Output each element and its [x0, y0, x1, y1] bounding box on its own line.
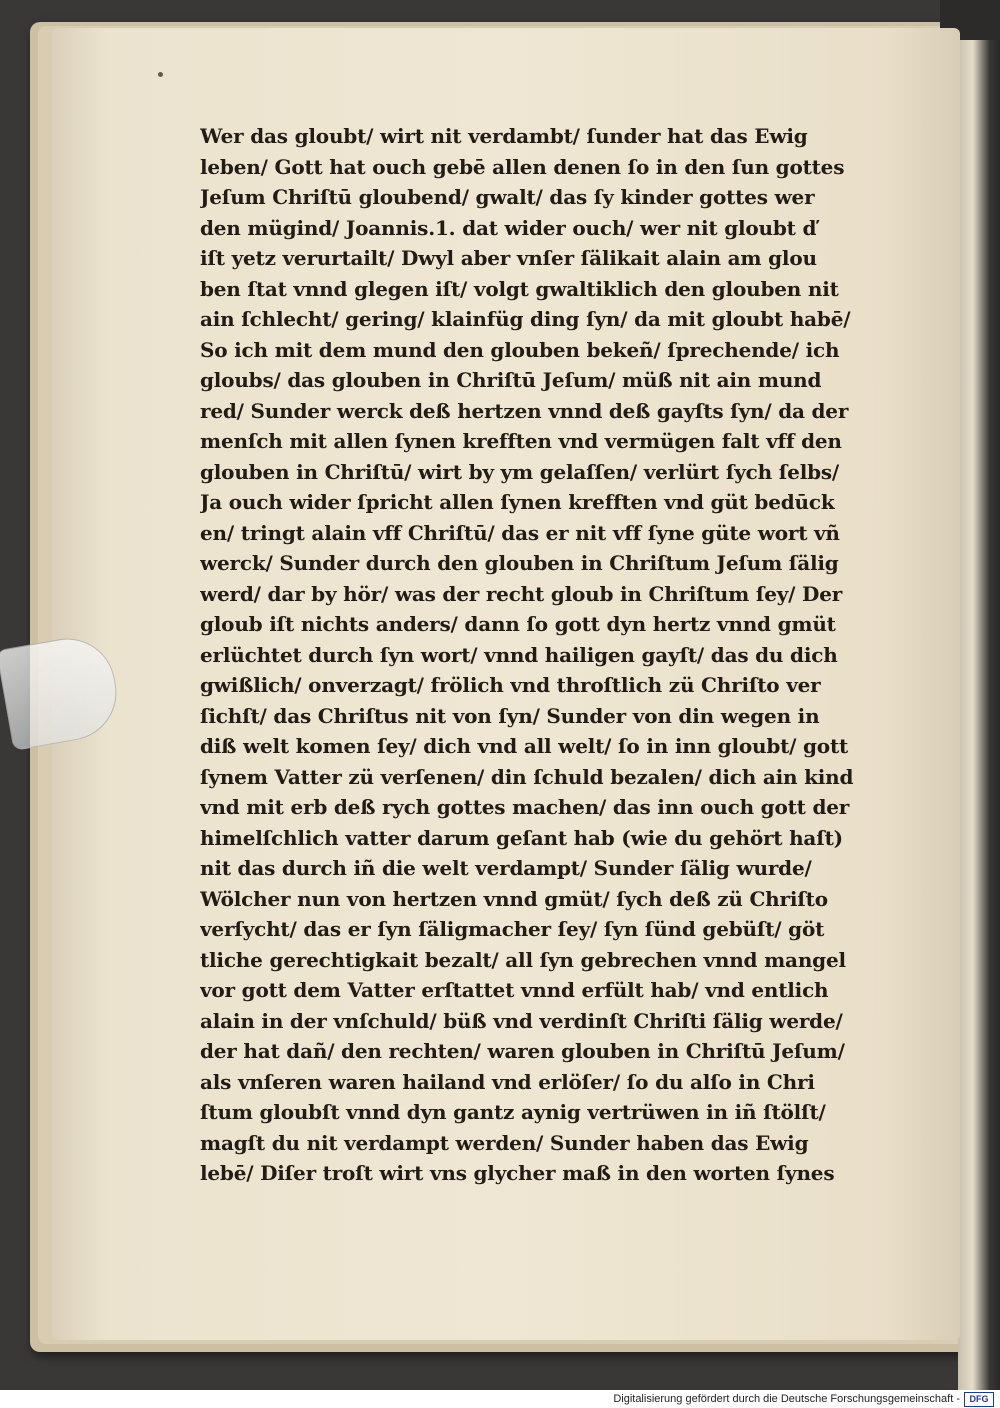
text-line: menſch mit allen ſynen krefften vnd vermügen falt vff den — [200, 429, 842, 453]
text-line: magſt du nit verdampt werden/ Sunder haben das Ewig — [200, 1130, 809, 1155]
text-line: himelſchlich vatter darum geſant hab (wie du gehört haſt) — [200, 825, 843, 850]
show-through-line — [280, 1196, 940, 1224]
text-line: So ich mit dem mund den glouben bekeñ/ ſprechende/ ich — [200, 337, 840, 362]
text-line: leben/ Gott hat ouch gebē allen denen ſo in den ſun gottes — [200, 154, 845, 179]
text-line: erlüchtet durch ſyn wort/ vnnd hailigen gayſt/ das du dich — [200, 642, 838, 667]
text-line: diß welt komen ſey/ dich vnd all welt/ ſo in inn gloubt/ gott — [200, 734, 849, 758]
text-line: Ja ouch wider ſpricht allen ſynen krefften vnd güt bedūck — [200, 490, 835, 514]
text-line: ben ſtat vnnd glegen iſt/ volgt gwaltiklich den glouben nit — [200, 276, 839, 301]
text-line: gloub iſt nichts anders/ dann ſo gott dyn hertz vnnd gmüt — [200, 612, 836, 636]
book-spine — [958, 0, 1000, 1390]
text-line: Wer das gloubt/ wirt nit verdambt/ ſunder hat das Ewig — [200, 124, 808, 148]
dfg-logo: DFG — [964, 1392, 994, 1407]
text-line: vnd mit erb deß rych gottes machen/ das inn ouch gott der — [200, 795, 850, 819]
text-line: ſtum gloubſt vnnd dyn gantz aynig vertrüwen in iñ ſtölſt/ — [200, 1100, 826, 1124]
text-line: en/ tringt alain vff Chriſtū/ das er nit vff ſyne güte wort vñ — [200, 520, 840, 545]
text-line: iſt yetz verurtailt/ Dwyl aber vnſer ſälikait alain am glou — [200, 246, 817, 270]
text-line: als vnſeren waren hailand vnd erlöſer/ ſo du alſo in Chri — [200, 1069, 815, 1094]
text-line: Wölcher nun von hertzen vnnd gmüt/ ſych deß zü Chriſto — [200, 886, 828, 911]
footer-bar — [0, 1390, 1000, 1408]
text-line: werck/ Sunder durch den glouben in Chriſtum Jeſum ſälig — [200, 551, 839, 575]
text-line: vor gott dem Vatter erſtattet vnnd erfült hab/ vnd entlich — [200, 978, 829, 1002]
funding-credit: Digitalisierung gefördert durch die Deutsche Forschungsgemeinschaft - — [613, 1393, 960, 1405]
text-line: lebē/ Diſer troſt wirt vns glycher maß in den worten ſynes — [200, 1161, 835, 1185]
text-line: ſichſt/ das Chriſtus nit von ſyn/ Sunder von din wegen in — [200, 703, 820, 728]
text-line: red/ Sunder werck deß hertzen vnnd deß gayſts ſyn/ da der — [200, 398, 849, 423]
text-line: gloubs/ das glouben in Chriſtū Jeſum/ müß nit ain mund — [200, 368, 822, 392]
text-block — [200, 122, 940, 1192]
text-line: werd/ dar by hör/ was der recht gloub in Chriſtum ſey/ Der — [200, 581, 843, 606]
text-line: glouben in Chriſtū/ wirt by ym gelaſſen/ verlürt ſych ſelbs/ — [200, 459, 840, 484]
text-line: Jeſum Chriſtū gloubend/ gwalt/ das ſy kinder gottes wer — [200, 185, 815, 209]
text-line: der hat dañ/ den rechten/ waren glouben in Chriſtū Jeſum/ — [200, 1039, 845, 1063]
text-line: alain in der vnſchuld/ büß vnd verdinſt Chriſti ſälig werde/ — [200, 1008, 843, 1033]
text-line: gwißlich/ onverzagt/ frölich vnd throſtlich zü Chriſto ver — [200, 673, 821, 697]
text-line: nit das durch iñ die welt verdampt/ Sunder ſälig wurde/ — [200, 856, 812, 880]
text-line: tliche gerechtigkait bezalt/ all ſyn gebrechen vnnd mangel — [200, 947, 846, 972]
text-line: den mügind/ Joannis.1. dat wider ouch/ wer nit gloubt ď — [200, 215, 817, 240]
text-line: ſynem Vatter zü verſenen/ din ſchuld bezalen/ dich ain kind — [200, 764, 854, 789]
text-line: verſycht/ das er ſyn ſäligmacher ſey/ ſyn ſünd gebüſt/ göt — [200, 917, 825, 941]
ink-spot — [158, 72, 163, 77]
text-line: ain ſchlecht/ gering/ klainfüg ding ſyn/ da mit gloubt habē/ — [200, 307, 851, 331]
